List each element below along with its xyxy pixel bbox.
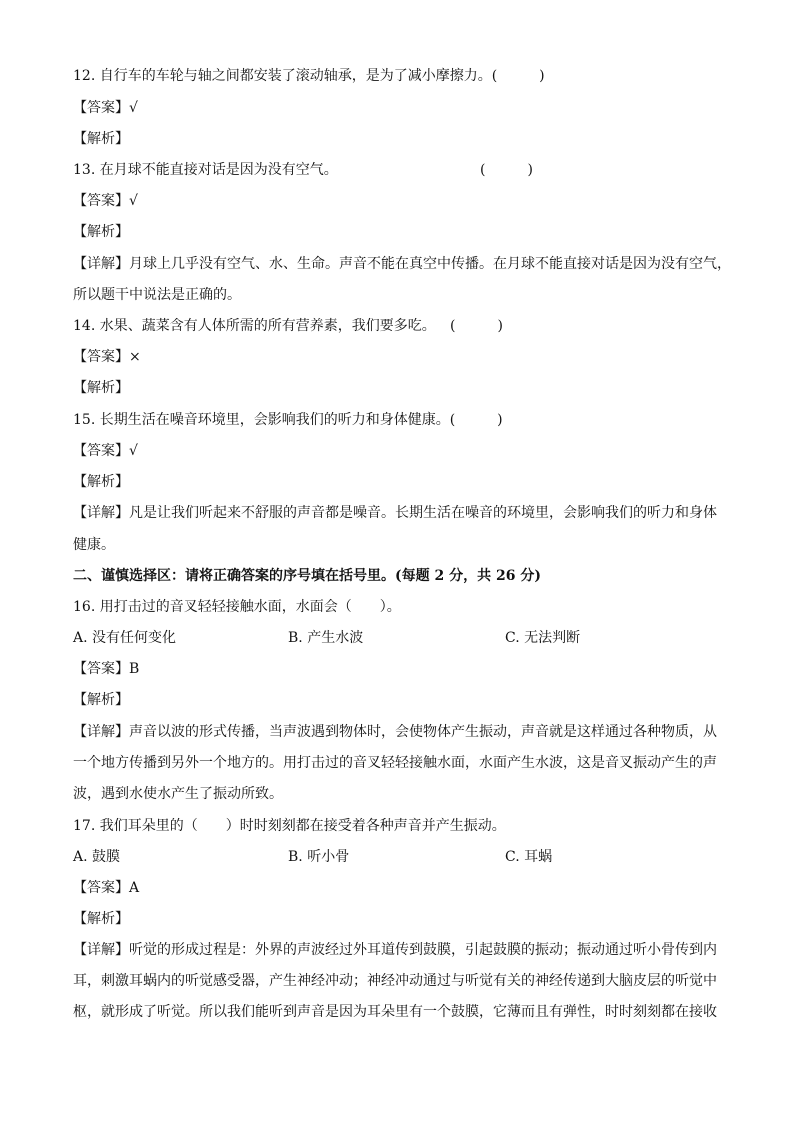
question-16-option-b: B. 产生水波: [288, 630, 364, 646]
question-16-stem: 16. 用打击过的音叉轻轻接触水面，水面会（ ）。: [73, 599, 401, 615]
question-17-option-c: C. 耳蜗: [505, 849, 553, 865]
question-17-answer: 【答案】A: [73, 880, 140, 896]
question-13-stem: 13. 在月球不能直接对话是因为没有空气。: [73, 162, 338, 178]
question-17-option-a: A. 鼓膜: [73, 849, 121, 865]
question-13-analysis: 【解析】: [73, 224, 129, 240]
question-13-paren: ( ): [480, 162, 533, 178]
question-15-stem: 15. 长期生活在噪音环境里，会影响我们的听力和身体健康。( ): [73, 412, 503, 428]
question-17-detail-line-3: 枢，就形成了听觉。所以我们能听到声音是因为耳朵里有一个鼓膜，它薄而且有弹性，时时刻刻都在接收: [73, 1004, 717, 1020]
question-15-detail-line-2: 健康。: [73, 537, 115, 553]
question-12-answer: 【答案】√: [73, 100, 138, 116]
question-16-detail-line-2: 一个地方传播到另外一个地方的。用打击过的音叉轻轻接触水面，水面产生水波，这是音叉振动产生的声: [73, 755, 717, 771]
question-17-detail-line-1: 【详解】听觉的形成过程是：外界的声波经过外耳道传到鼓膜，引起鼓膜的振动；振动通过听小骨传到内: [73, 942, 717, 958]
question-13-detail-line-2: 所以题干中说法是正确的。: [73, 287, 241, 303]
question-16-option-c: C. 无法判断: [505, 630, 581, 646]
question-13-answer: 【答案】√: [73, 193, 138, 209]
question-16-detail-line-3: 波，遇到水使水产生了振动所致。: [73, 786, 283, 802]
question-17-analysis: 【解析】: [73, 911, 129, 927]
question-16-option-a: A. 没有任何变化: [73, 630, 177, 646]
question-17-stem: 17. 我们耳朵里的（ ）时时刻刻都在接受着各种声音并产生振动。: [73, 818, 506, 834]
question-15-answer: 【答案】√: [73, 443, 138, 459]
section-2-heading: 二、谨慎选择区：请将正确答案的序号填在括号里。(每题 2 分，共 26 分): [73, 568, 541, 584]
question-16-answer: 【答案】B: [73, 661, 140, 677]
question-17-detail-line-2: 耳，刺激耳蜗内的听觉感受器，产生神经冲动；神经冲动通过与听觉有关的神经传递到大脑皮层的听觉中: [73, 973, 717, 989]
question-12-stem: 12. 自行车的车轮与轴之间都安装了滚动轴承，是为了减小摩擦力。( ): [73, 68, 545, 84]
question-15-analysis: 【解析】: [73, 474, 129, 490]
question-16-analysis: 【解析】: [73, 692, 129, 708]
question-14-analysis: 【解析】: [73, 380, 129, 396]
question-17-option-b: B. 听小骨: [288, 849, 350, 865]
question-14-stem: 14. 水果、蔬菜含有人体所需的所有营养素，我们要多吃。: [73, 318, 436, 334]
question-13-detail-line-1: 【详解】月球上几乎没有空气、水、生命。声音不能在真空中传播。在月球不能直接对话是因为没有空气，: [73, 256, 731, 272]
question-14-answer: 【答案】×: [73, 349, 141, 365]
question-12-analysis: 【解析】: [73, 131, 129, 147]
question-15-detail-line-1: 【详解】凡是让我们听起来不舒服的声音都是噪音。长期生活在噪音的环境里，会影响我们的听力和身体: [73, 505, 717, 521]
question-14-paren: ( ): [450, 318, 503, 334]
question-16-detail-line-1: 【详解】声音以波的形式传播，当声波遇到物体时，会使物体产生振动，声音就是这样通过各种物质，从: [73, 724, 717, 740]
